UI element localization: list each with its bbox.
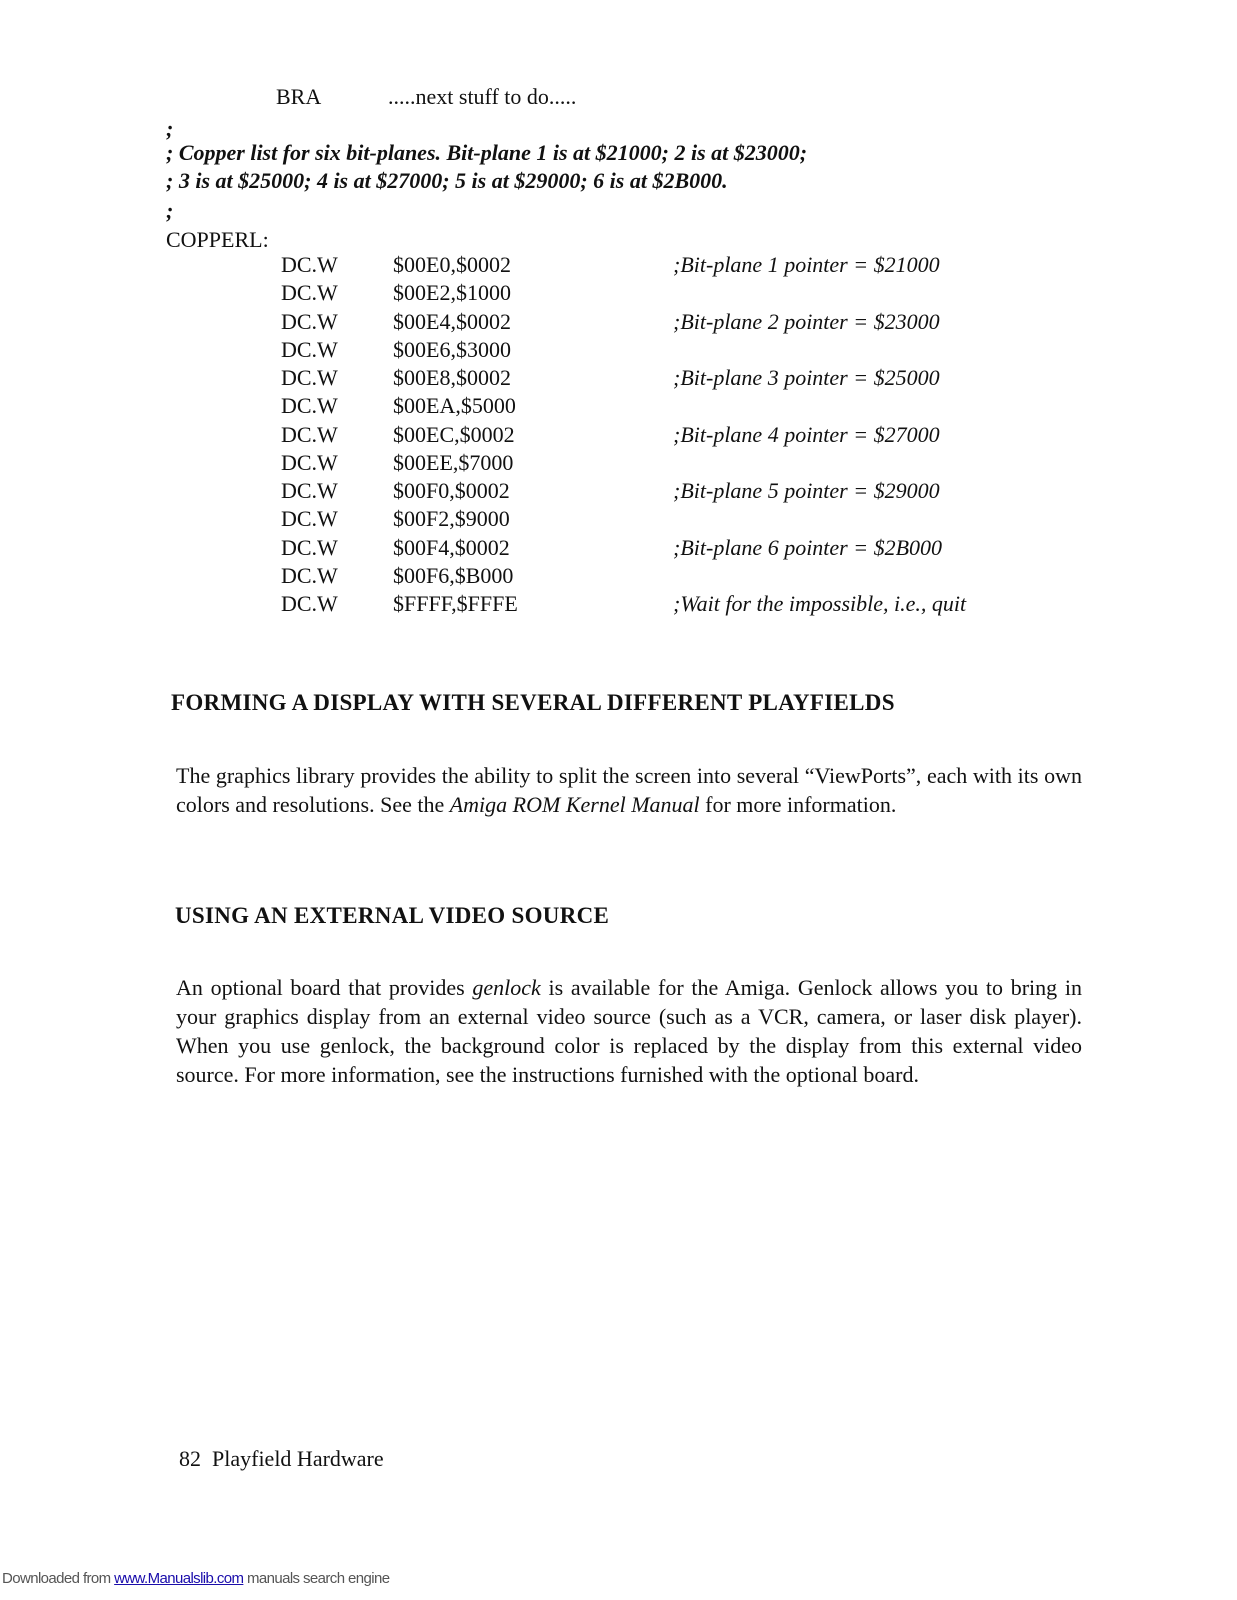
code-op: DC.W: [281, 591, 338, 616]
code-arg: $00E8,$0002: [393, 365, 511, 390]
code-row: [0, 480, 1237, 508]
paragraph-viewports: [176, 761, 1082, 819]
code-row: [0, 395, 1237, 423]
download-suffix: manuals search engine: [243, 1570, 390, 1587]
manualslib-link[interactable]: www.Manualslib.com: [114, 1570, 244, 1587]
code-op: DC.W: [281, 308, 338, 334]
para-text: An optional board that provides: [176, 975, 473, 1000]
code-comment: ;Bit-plane 5 pointer = $29000: [673, 478, 940, 503]
comment-blank-1: ;: [166, 116, 174, 141]
code-arg: $00E0,$0002: [393, 252, 511, 277]
code-comment: ;Bit-plane 3 pointer = $25000: [673, 365, 940, 390]
comment-line-2: ; 3 is at $25000; 4 is at $27000; 5 is at $29000; 6 is at $2B000.: [166, 168, 728, 193]
code-row: [0, 593, 1237, 621]
code-op: DC.W: [281, 506, 338, 532]
code-row: [0, 254, 1237, 282]
page-footer: [179, 1446, 384, 1472]
code-op: DC.W: [281, 534, 338, 560]
code-arg: $00F2,$9000: [393, 506, 510, 532]
code-row: [0, 308, 1237, 339]
code-row: [0, 421, 1237, 452]
code-op: DC.W: [281, 365, 338, 390]
code-op: DC.W: [281, 280, 338, 306]
code-row: [0, 562, 1237, 593]
download-prefix: Downloaded from: [2, 1570, 115, 1587]
section-heading-playfields: FORMING A DISPLAY WITH SEVERAL DIFFERENT PLAYFIELDS: [171, 690, 895, 715]
manual-title: Amiga ROM Kernel Manual: [449, 792, 700, 817]
comment-blank-2: ;: [166, 198, 174, 223]
footer-section-title: Playfield Hardware: [212, 1446, 384, 1471]
code-arg: $00EE,$7000: [393, 449, 514, 475]
code-arg: $00F6,$B000: [393, 562, 514, 588]
code-arg: $00EC,$0002: [393, 421, 515, 447]
section-heading-video-source: USING AN EXTERNAL VIDEO SOURCE: [175, 903, 610, 928]
code-row: [0, 282, 1237, 310]
code-comment: ;Bit-plane 4 pointer = $27000: [673, 421, 940, 447]
code-comment: ;Bit-plane 2 pointer = $23000: [673, 308, 940, 334]
code-row: [0, 534, 1237, 565]
code-op: DC.W: [281, 252, 338, 277]
code-row: [0, 367, 1237, 395]
bra-comment: .....next stuff to do.....: [388, 84, 577, 109]
code-label: COPPERL:: [166, 227, 269, 252]
paragraph-genlock: [176, 973, 1082, 1089]
code-arg: $00EA,$5000: [393, 393, 516, 419]
code-arg: $00E6,$3000: [393, 336, 511, 362]
para-text: is available for the Amiga. Genlock allows you to bring in your graphics display from an external video source (such as a VCR, camera, or laser disk player). When you use genlock, the background color is replaced by the display from this external video source. For more information, see the instructions furnished with the optional board.: [176, 975, 1082, 1087]
code-op: DC.W: [281, 336, 338, 362]
code-op: DC.W: [281, 449, 338, 475]
code-op: DC.W: [281, 421, 338, 447]
para-text: for more information.: [699, 792, 897, 817]
code-row: [0, 336, 1237, 367]
code-comment: ;Bit-plane 6 pointer = $2B000: [673, 534, 943, 560]
code-op: DC.W: [281, 562, 338, 588]
code-line-bra: [276, 86, 321, 108]
code-arg: $00F0,$0002: [393, 478, 510, 503]
code-comment: ;Wait for the impossible, i.e., quit: [673, 591, 967, 616]
comment-line-1: ; Copper list for six bit-planes. Bit-plane 1 is at $21000; 2 is at $23000;: [166, 140, 808, 165]
bra-op: BRA: [276, 84, 322, 109]
code-row: [0, 449, 1237, 480]
code-arg: $FFFF,$FFFE: [393, 591, 518, 616]
para-text: The graphics library provides the ability to split the screen into several “ViewPorts”, each with its own colors and resolutions. See the: [176, 763, 1082, 817]
code-arg: $00F4,$0002: [393, 534, 510, 560]
page-number: 82: [179, 1446, 201, 1471]
code-arg: $00E2,$1000: [393, 280, 511, 306]
download-banner: [2, 1570, 389, 1587]
genlock-term: genlock: [472, 975, 541, 1000]
code-arg: $00E4,$0002: [393, 308, 511, 334]
code-comment: ;Bit-plane 1 pointer = $21000: [673, 252, 940, 277]
code-op: DC.W: [281, 478, 338, 503]
code-row: [0, 508, 1237, 536]
code-op: DC.W: [281, 393, 338, 419]
